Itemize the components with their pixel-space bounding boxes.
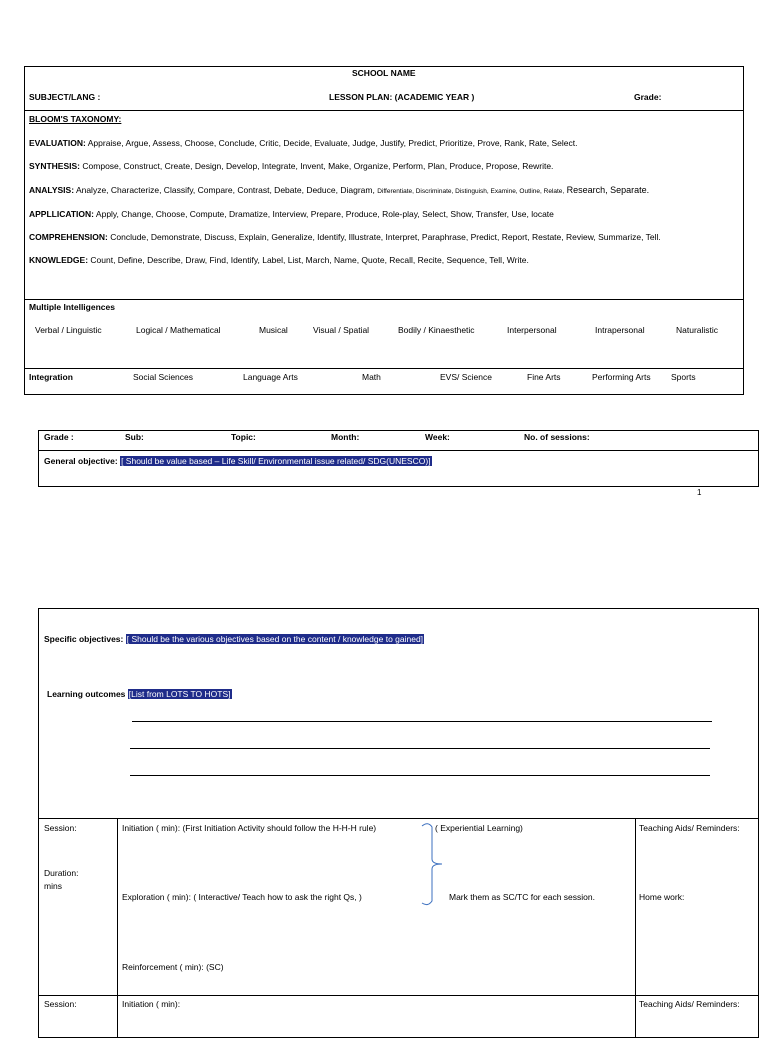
info-week: Week: [425, 432, 450, 442]
school-name: SCHOOL NAME [352, 68, 416, 78]
bloom-application [29, 209, 554, 219]
divider [38, 995, 759, 996]
session2-initiation: Initiation ( min): [122, 999, 181, 1009]
divider [38, 450, 759, 451]
outcomes-text: [List from LOTS TO HOTS] [128, 689, 231, 699]
page-number: 1 [697, 488, 702, 497]
session1-mark: Mark them as SC/TC for each session. [449, 892, 595, 902]
header-table [24, 66, 744, 395]
curly-brace-icon [418, 821, 444, 907]
divider [24, 368, 744, 369]
divider [24, 110, 744, 111]
synthesis-text: Compose, Construct, Create, Design, Develop, Integrate, Invent, Make, Organize, Perform, Plan, Produce, Propose, Rewrite. [82, 161, 554, 171]
integration-item: EVS/ Science [440, 372, 492, 382]
specific-label: Specific objectives: [44, 634, 124, 644]
synthesis-label: SYNTHESIS: [29, 161, 81, 171]
analysis-text-b: Differentiate, Discriminate, Distinguish, Examine, Outline, Relate, [377, 188, 565, 195]
blank-line [130, 775, 710, 776]
learning-outcomes [47, 689, 232, 699]
session1-duration: Duration: [44, 868, 79, 878]
info-grade: Grade : [44, 432, 74, 442]
application-label: APPLLICATION: [29, 209, 95, 219]
lesson-plan: LESSON PLAN: (ACADEMIC YEAR ) [329, 92, 475, 102]
session1-reinforcement: Reinforcement ( min): (SC) [122, 962, 224, 972]
evaluation-text: Appraise, Argue, Assess, Choose, Conclude, Critic, Decide, Evaluate, Judge, Justify, Predict, Prioritize, Prove, Rank, Rate, Select. [87, 138, 578, 148]
integration-item: Sports [671, 372, 696, 382]
info-month: Month: [331, 432, 360, 442]
grade-label: Grade: [634, 92, 662, 102]
info-topic: Topic: [231, 432, 256, 442]
knowledge-text: Count, Define, Describe, Draw, Find, Identify, Label, List, March, Name, Quote, Recall, Recite, Sequence, Tell, Write. [90, 255, 529, 265]
integration-item: Math [362, 372, 381, 382]
analysis-text-c: Research, Separate. [566, 185, 650, 195]
session2-label: Session: [44, 999, 77, 1009]
intelligence-item: Logical / Mathematical [136, 325, 221, 335]
session1-experiential: ( Experiential Learning) [435, 823, 523, 833]
knowledge-label: KNOWLEDGE: [29, 255, 89, 265]
intelligence-item: Musical [259, 325, 288, 335]
intelligence-item: Intrapersonal [595, 325, 645, 335]
general-label: General objective: [44, 456, 118, 466]
bloom-knowledge [29, 255, 529, 265]
comprehension-text: Conclude, Demonstrate, Discuss, Explain, Generalize, Identify, Illustrate, Interpret, Paraphrase, Predict, Report, Restate, Review, Summarize, Tell. [110, 232, 661, 242]
application-text: Apply, Change, Choose, Compute, Dramatize, Interview, Prepare, Produce, Role-play, Select, Show, Transfer, Use, locate [95, 209, 554, 219]
integration-item: Social Sciences [133, 372, 194, 382]
general-text: [ Should be value based – Life Skill/ Environmental issue related/ SDG(UNESCO)] [121, 456, 431, 466]
bloom-synthesis [29, 161, 553, 171]
intelligence-item: Visual / Spatial [313, 325, 370, 335]
analysis-label: ANALYSIS: [29, 185, 75, 195]
bloom-analysis [29, 185, 649, 195]
column-line [635, 818, 636, 1038]
integration-title: Integration [29, 372, 73, 382]
specific-text: [ Should be the various objectives based on the content / knowledge to gained] [126, 634, 424, 644]
session1-homework: Home work: [639, 892, 685, 902]
session1-label: Session: [44, 823, 77, 833]
intelligence-item: Naturalistic [676, 325, 719, 335]
session1-initiation: Initiation ( min): (First Initiation Activity should follow the H-H-H rule) [122, 823, 377, 833]
session1-mins: mins [44, 881, 62, 891]
divider [38, 818, 759, 819]
integration-item: Fine Arts [527, 372, 561, 382]
info-sessions: No. of sessions: [524, 432, 590, 442]
evaluation-label: EVALUATION: [29, 138, 86, 148]
divider [24, 299, 744, 300]
column-line [117, 818, 118, 1038]
subject-lang: SUBJECT/LANG : [29, 92, 101, 102]
outcomes-label: Learning outcomes [47, 689, 126, 699]
integration-item: Language Arts [243, 372, 298, 382]
specific-objectives [44, 634, 424, 644]
intelligence-item: Verbal / Linguistic [35, 325, 102, 335]
bloom-title: BLOOM'S TAXONOMY: [29, 114, 122, 124]
intelligence-item: Interpersonal [507, 325, 557, 335]
intelligences-title: Multiple Intelligences [29, 302, 115, 312]
blank-line [132, 721, 712, 722]
session1-aids: Teaching Aids/ Reminders: [639, 823, 740, 833]
analysis-text-a: Analyze, Characterize, Classify, Compare, Contrast, Debate, Deduce, Diagram, [75, 185, 375, 195]
comprehension-label: COMPREHENSION: [29, 232, 108, 242]
integration-item: Performing Arts [592, 372, 651, 382]
info-sub: Sub: [125, 432, 144, 442]
bloom-evaluation [29, 138, 578, 148]
general-objective [44, 456, 432, 466]
blank-line [130, 748, 710, 749]
session2-aids: Teaching Aids/ Reminders: [639, 999, 740, 1009]
intelligence-item: Bodily / Kinaesthetic [398, 325, 475, 335]
session1-exploration: Exploration ( min): ( Interactive/ Teach how to ask the right Qs, ) [122, 892, 362, 902]
bloom-comprehension [29, 232, 661, 242]
